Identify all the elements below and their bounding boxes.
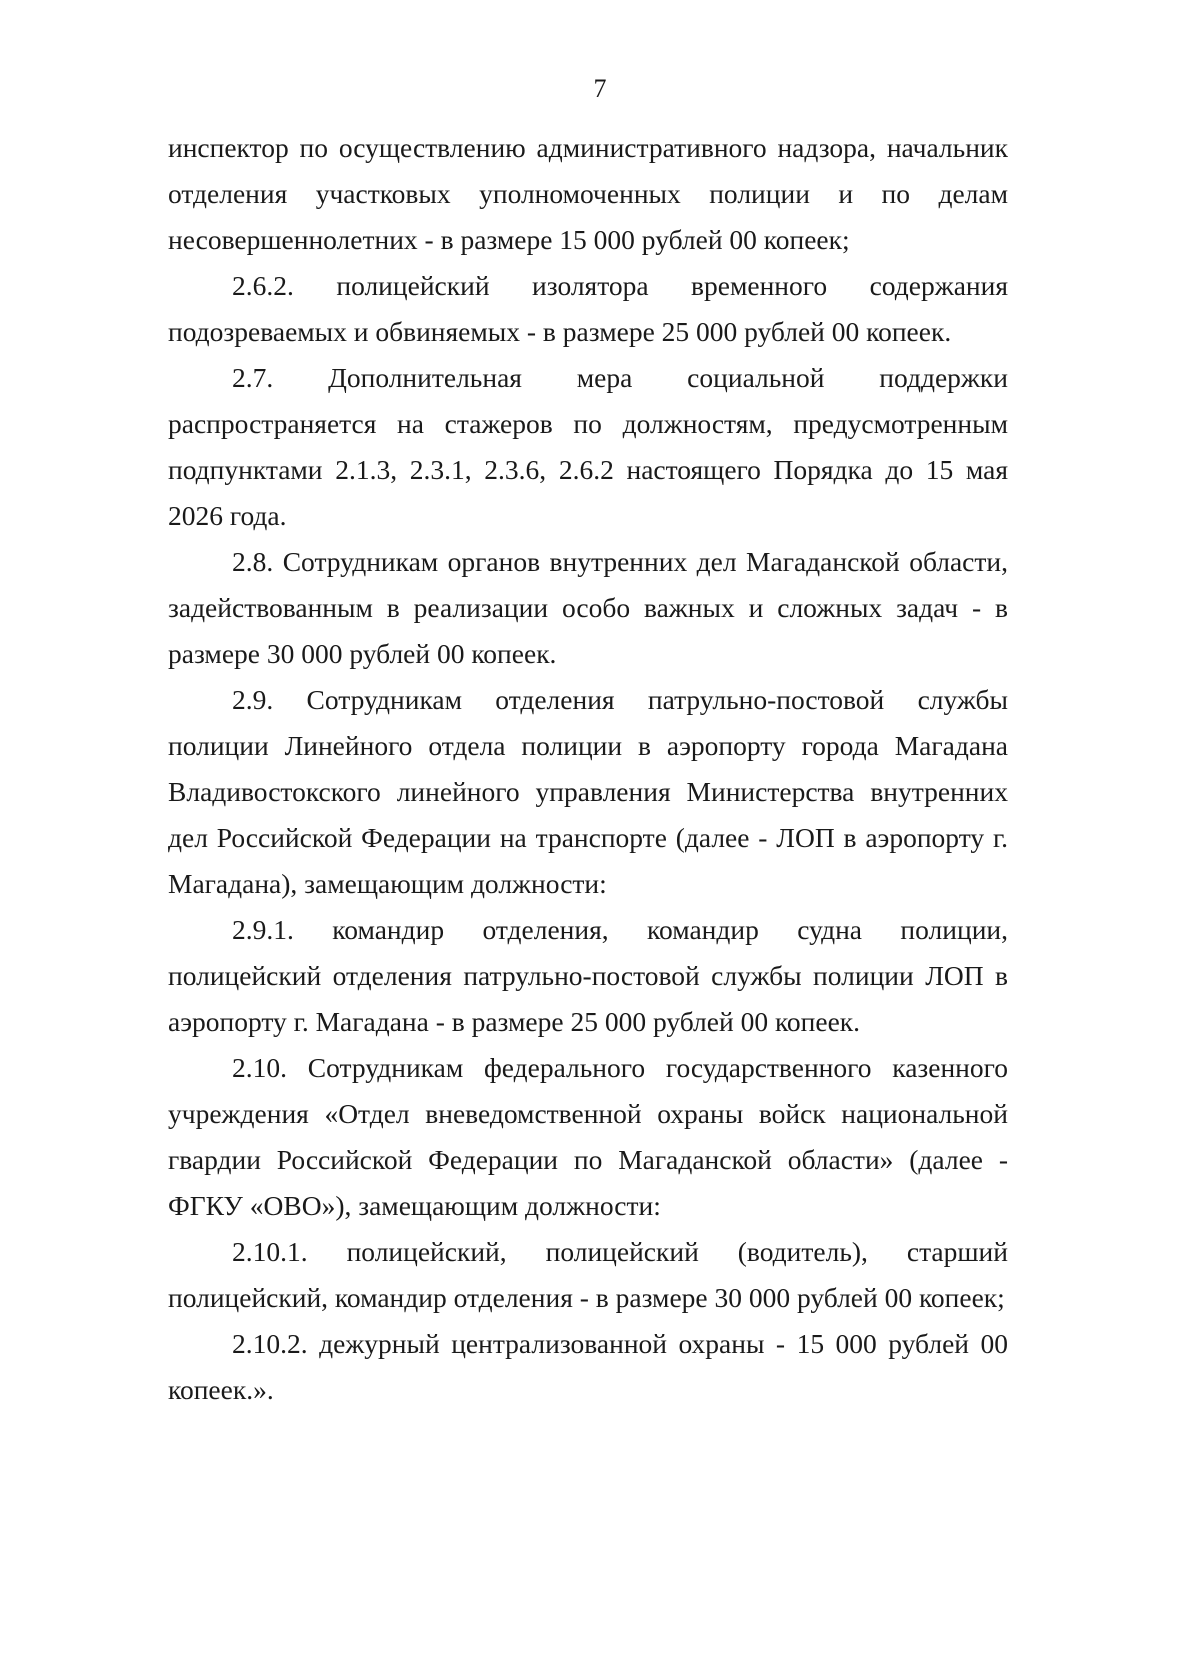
paragraph-2-10: 2.10. Сотрудникам федерального государственного казенного учреждения «Отдел вневедомственной охраны войск национальной гвардии Российской Федерации по Магаданской области» (далее - ФГКУ «ОВО»), замещающим должности: (168, 1052, 1008, 1221)
paragraph-continuation: инспектор по осуществлению административного надзора, начальник отделения участковых уполномоченных полиции и по делам несовершеннолетних - в размере 15 000 рублей 00 копеек; (168, 132, 1008, 255)
paragraph-2-10-1: 2.10.1. полицейский, полицейский (водитель), старший полицейский, командир отделения - в размере 30 000 рублей 00 копеек; (168, 1236, 1008, 1313)
paragraph-2-9: 2.9. Сотрудникам отделения патрульно-постовой службы полиции Линейного отдела полиции в аэропорту города Магадана Владивостокского линейного управления Министерства внутренних дел Российской Федерации на транспорте (далее - ЛОП в аэропорту г. Магадана), замещающим должности: (168, 684, 1008, 899)
paragraph-2-6-2: 2.6.2. полицейский изолятора временного содержания подозреваемых и обвиняемых - в размере 25 000 рублей 00 копеек. (168, 270, 1008, 347)
page-number: 7 (593, 74, 607, 103)
paragraph-2-9-1: 2.9.1. командир отделения, командир судна полиции, полицейский отделения патрульно-постовой службы полиции ЛОП в аэропорту г. Магадана - в размере 25 000 рублей 00 копеек. (168, 914, 1008, 1037)
paragraph-2-8: 2.8. Сотрудникам органов внутренних дел Магаданской области, задействованным в реализации особо важных и сложных задач - в размере 30 000 рублей 00 копеек. (168, 546, 1008, 669)
document-body (168, 125, 1008, 1413)
paragraph-2-7: 2.7. Дополнительная мера социальной поддержки распространяется на стажеров по должностям, предусмотренным подпунктами 2.1.3, 2.3.1, 2.3.6, 2.6.2 настоящего Порядка до 15 мая 2026 года. (168, 362, 1008, 531)
paragraph-2-10-2: 2.10.2. дежурный централизованной охраны - 15 000 рублей 00 копеек.». (168, 1328, 1008, 1405)
